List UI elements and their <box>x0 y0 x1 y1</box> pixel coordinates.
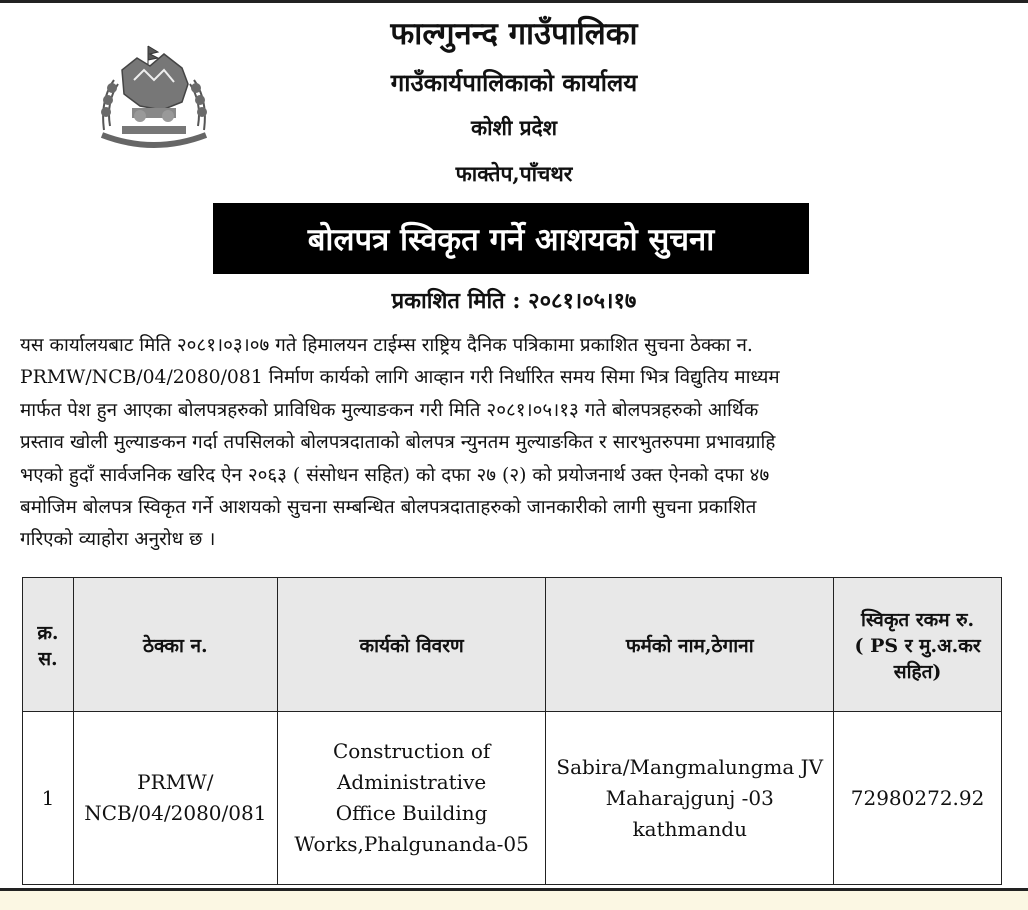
cell-line: PRMW/ <box>137 770 214 794</box>
province-label: कोशी प्रदेश <box>471 115 557 140</box>
cell-line: Administrative <box>336 770 487 794</box>
body-line: गरिएको व्याहोरा अनुरोध छ । <box>20 529 216 551</box>
header-line: स. <box>38 647 58 670</box>
cell-line: kathmandu <box>632 816 747 841</box>
cell-description <box>277 712 546 885</box>
header-line: क्र. <box>37 621 59 644</box>
table-header-row <box>23 578 1002 712</box>
cell-line: Maharajgunj -03 <box>605 785 774 810</box>
body-line: प्रस्ताव खोली मुल्याङकन गर्दा तपसिलको बोलपत्रदाताको बोलपत्र न्युनतम मुल्याङकित र सारभुतरुपमा प्रभावग्राहि <box>20 432 776 454</box>
office-subtitle: गाउँकार्यपालिकाको कार्यालय <box>390 68 638 97</box>
cell-amount: 72980272.92 <box>834 712 1002 885</box>
col-header-amount <box>834 578 1002 712</box>
col-header-description: कार्यको विवरण <box>277 578 546 712</box>
notice-title-banner: बोलपत्र स्विकृत गर्ने आशयको सुचना <box>213 203 809 274</box>
col-header-contract-no: ठेक्का न. <box>73 578 277 712</box>
cell-line: Office Building <box>335 801 488 825</box>
body-line: PRMW/NCB/04/2080/081 निर्माण कार्यको लागि आव्हान गरी निर्धारित समय सिमा भित्र विद्युतिय माध्यम <box>20 367 780 389</box>
cell-line: NCB/04/2080/081 <box>84 801 267 825</box>
header-line: ( PS र मु.अ.कर <box>854 634 981 657</box>
cell-firm <box>546 712 834 885</box>
cell-contract-no <box>73 712 277 885</box>
table-row <box>23 712 1002 885</box>
col-header-firm: फर्मको नाम,ठेगाना <box>546 578 834 712</box>
body-line: मार्फत पेश हुन आएका बोलपत्रहरुको प्राविधिक मुल्याङकन गरी मिति २०८१।०५।१३ गते बोलपत्रहरुको आर्थिक <box>20 399 759 421</box>
cell-sn: 1 <box>23 712 74 885</box>
published-date: प्रकाशित मिति : २०८१।०५।१७ <box>391 288 637 314</box>
body-line: बमोजिम बोलपत्र स्विकृत गर्ने आशयको सुचना सम्बन्धित बोलपत्रदाताहरुको जानकारीको लागी सुचना प्रकाशित <box>20 496 757 518</box>
cell-line: Works,Phalgunanda-05 <box>294 832 529 856</box>
cell-line: Sabira/Mangmalungma JV <box>556 754 824 779</box>
col-header-sn <box>23 578 74 712</box>
header-line: स्विकृत रकम रु. <box>860 608 975 631</box>
notice-body <box>20 330 1016 557</box>
location-label: फाक्तेप,पाँचथर <box>455 161 573 186</box>
header-line: सहित) <box>893 660 942 683</box>
cell-line: Construction of <box>332 739 491 763</box>
body-line: भएको हुदाँ सार्वजनिक खरिद ऐन २०६३ ( संसोधन सहित) को दफा २७ (२) को प्रयोजनार्थ उक्त ऐनको दफा ४७ <box>20 464 770 486</box>
bottom-strip <box>0 891 1028 910</box>
bid-award-table <box>22 577 1002 885</box>
body-line: यस कार्यालयबाट मिति २०८१।०३।०७ गते हिमालयन टाईम्स राष्ट्रिय दैनिक पत्रिकामा प्रकाशित सुचना ठेक्का न. <box>20 335 753 356</box>
top-rule <box>0 0 1028 3</box>
office-name-heading: फाल्गुनन्द गाउँपालिका <box>390 16 638 52</box>
